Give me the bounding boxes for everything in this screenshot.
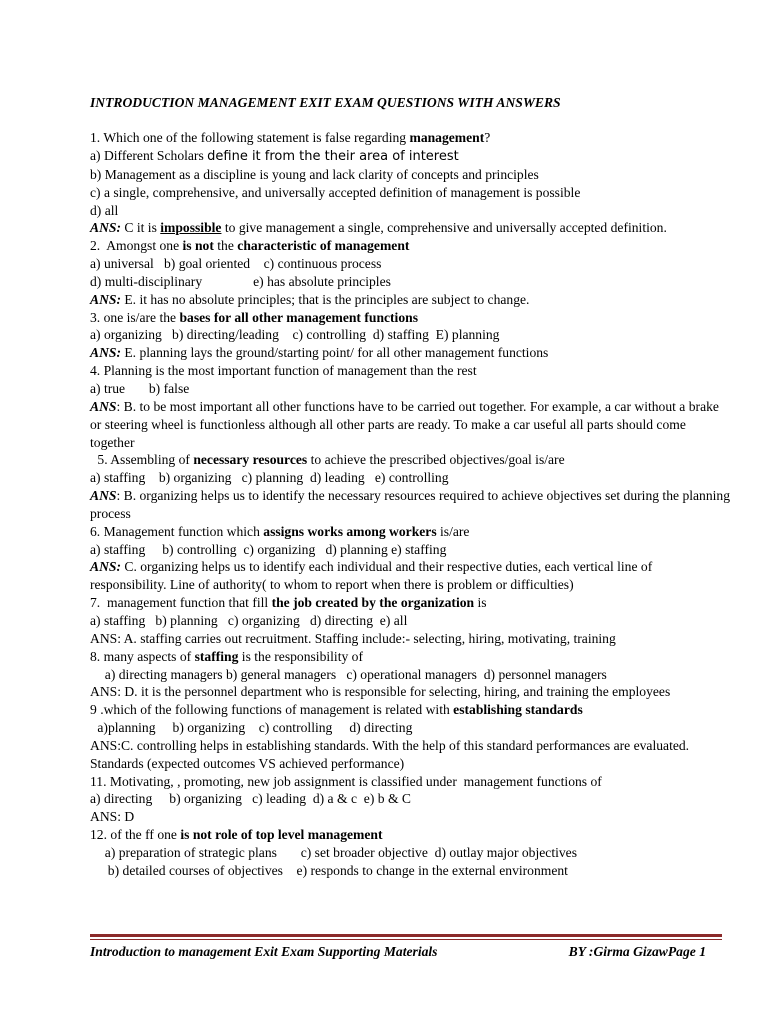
text-segment: ANS	[90, 488, 117, 504]
text-line	[90, 701, 730, 719]
text-line	[90, 380, 730, 398]
text-line	[90, 255, 730, 273]
text-segment: ANS:C. controlling helps in establishing standards. With the help of this standard performances are evaluated. Standards (expected outcomes VS achieved performance)	[90, 737, 690, 771]
text-segment: ANS:	[90, 291, 121, 307]
text-segment: 11. Motivating, , promoting, new job assignment is classified under management functions of	[90, 773, 602, 789]
text-line	[90, 523, 730, 541]
text-line	[90, 666, 730, 684]
text-segment: a) true b) false	[90, 381, 190, 396]
text-segment: a) staffing b) planning c) organizing d) directing e) all	[90, 612, 408, 628]
text-segment: a) organizing b) directing/leading c) controlling d) staffing E) planning	[90, 327, 500, 343]
text-segment: E. it has no absolute principles; that is the principles are subject to change.	[120, 291, 530, 307]
document-page	[90, 94, 730, 880]
text-segment: staffing	[194, 648, 239, 664]
text-segment: a) universal b) goal oriented c) continuous process	[90, 256, 382, 272]
text-line	[90, 291, 730, 309]
text-line	[90, 737, 730, 773]
text-segment: 7. management function that fill	[90, 595, 272, 611]
text-segment: a) staffing b) controlling c) organizing d) planning e) staffing	[90, 541, 447, 557]
text-segment: 5. Assembling of	[94, 452, 194, 468]
text-segment: impossible	[160, 220, 222, 236]
text-line	[90, 469, 730, 487]
text-segment: ANS: D. it is the personnel department who is responsible for selecting, hiring, and training the employees	[90, 684, 671, 700]
text-line	[90, 808, 730, 826]
text-line	[90, 451, 730, 469]
text-segment: d) multi-disciplinary e) has absolute principles	[90, 273, 391, 289]
text-line	[90, 541, 730, 559]
text-line	[90, 237, 730, 255]
text-line	[90, 273, 730, 291]
text-segment: bases for all other management functions	[179, 309, 418, 325]
text-segment: 3. one is/are the	[90, 309, 180, 325]
footer-rule-thin	[90, 939, 722, 940]
text-segment: is/are	[436, 523, 470, 539]
text-line	[90, 612, 730, 630]
text-line	[90, 309, 730, 327]
text-line	[90, 683, 730, 701]
text-line	[90, 147, 730, 166]
text-segment: assigns works among workers	[263, 523, 437, 539]
text-line	[90, 844, 730, 862]
text-segment: c) a single, comprehensive, and universally accepted definition of management is possible	[90, 184, 581, 200]
text-segment: is the responsibility of	[238, 648, 363, 664]
text-segment: characteristic of management	[237, 238, 410, 254]
text-segment: a)planning b) organizing c) controlling d) directing	[94, 720, 413, 736]
text-segment: ANS	[90, 398, 117, 414]
text-segment: the	[213, 238, 238, 254]
text-segment: is	[474, 595, 487, 611]
text-segment: 2. Amongst one	[90, 238, 183, 254]
text-line	[90, 344, 730, 362]
page-footer	[90, 943, 706, 960]
text-segment: to achieve the prescribed objectives/goal is/are	[307, 452, 565, 468]
text-segment: a) directing b) organizing c) leading d) a & c e) b & C	[90, 791, 411, 807]
text-segment: 6. Management function which	[90, 523, 264, 539]
text-line	[90, 487, 730, 523]
text-segment: 8. many aspects of	[90, 648, 195, 664]
text-line	[90, 790, 730, 808]
text-line	[90, 362, 730, 380]
text-segment: 9 .which of the following functions of management is related with	[90, 702, 454, 718]
text-segment: d) all	[90, 202, 119, 218]
document-title: INTRODUCTION MANAGEMENT EXIT EXAM QUESTIONS WITH ANSWERS	[90, 95, 561, 110]
text-segment: ?	[484, 130, 491, 146]
text-segment: ANS:	[90, 345, 121, 361]
text-segment: b) detailed courses of objectives e) responds to change in the external environment	[101, 862, 568, 878]
text-segment: define it from the their area of interest	[207, 149, 459, 165]
text-segment: a) directing managers b) general managers c) operational managers d) personnel managers	[98, 666, 607, 682]
text-line	[90, 202, 730, 220]
footer-right-text: BY :Girma GizawPage 1	[568, 944, 706, 959]
text-line	[90, 862, 730, 880]
text-line	[90, 326, 730, 344]
text-segment: E. planning lays the ground/starting point/ for all other management functions	[120, 345, 549, 361]
text-segment: a) Different Scholars	[90, 148, 208, 164]
text-line	[90, 594, 730, 612]
text-segment: : B. to be most important all other functions have to be carried out together. For example, a car without a brake or steering wheel is functionless although all other parts are ready. To make a car useful all parts should come together	[90, 398, 719, 450]
text-segment: ANS:	[90, 220, 121, 236]
text-segment: a) staffing b) organizing c) planning d) leading e) controlling	[90, 470, 449, 486]
text-segment: ANS: A. staffing carries out recruitment. Staffing include:- selecting, hiring, motivating, training	[90, 630, 616, 646]
text-segment: the job created by the organization	[271, 595, 475, 611]
text-segment: management	[409, 130, 485, 146]
footer-left-text: Introduction to management Exit Exam Supporting Materials	[90, 944, 438, 959]
text-segment: a) preparation of strategic plans c) set broader objective d) outlay major objectives	[98, 844, 578, 860]
text-line	[90, 398, 730, 452]
text-line	[90, 166, 730, 184]
text-line	[90, 826, 730, 844]
text-segment: to give management a single, comprehensive and universally accepted definition.	[221, 220, 667, 236]
text-line	[90, 630, 730, 648]
text-segment: 4. Planning is the most important function of management than the rest	[90, 363, 477, 379]
text-segment: : B. organizing helps us to identify the necessary resources required to achieve objectives set during the planning process	[90, 488, 731, 521]
text-segment: is not role of top level management	[180, 827, 383, 843]
text-line	[90, 184, 730, 202]
document-body	[90, 129, 730, 879]
text-line	[90, 219, 730, 237]
text-line	[90, 719, 730, 737]
text-segment: is not	[182, 238, 214, 254]
text-line	[90, 648, 730, 666]
text-segment: C. organizing helps us to identify each individual and their respective duties, each vertical line of responsibility. Line of authority( to whom to report when there is problem or difficulties)	[90, 559, 653, 593]
text-segment: necessary resources	[193, 452, 308, 468]
text-segment: C it is	[120, 220, 161, 236]
text-segment: b) Management as a discipline is young and lack clarity of concepts and principles	[90, 166, 539, 182]
text-line	[90, 773, 730, 791]
text-segment: 12. of the ff one	[90, 827, 181, 843]
footer-rule-thick	[90, 934, 722, 937]
text-segment: 1. Which one of the following statement is false regarding	[90, 130, 410, 146]
text-line	[90, 558, 730, 594]
text-segment: ANS: D	[90, 809, 135, 825]
text-line	[90, 129, 730, 147]
text-segment: ANS:	[90, 559, 121, 575]
text-segment: establishing standards	[453, 702, 583, 718]
